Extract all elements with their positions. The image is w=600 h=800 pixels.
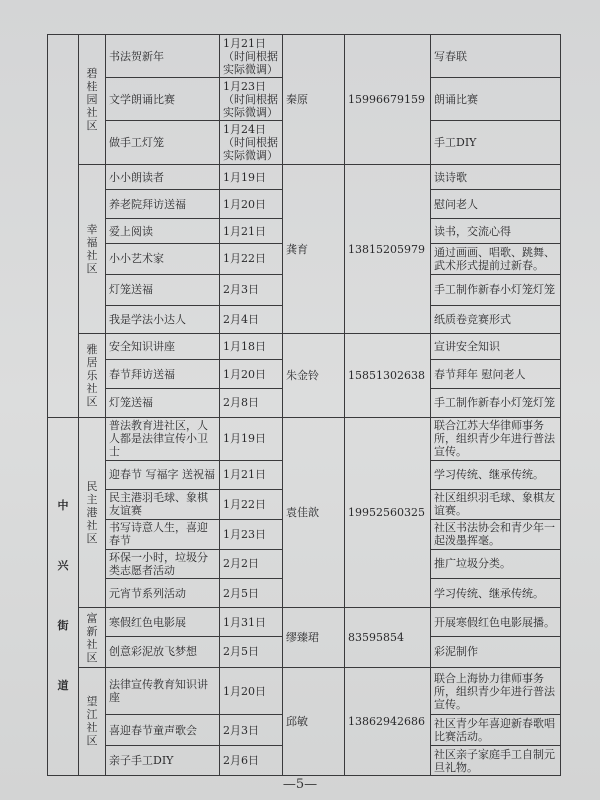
activity-cell: 灯笼送福 [106, 274, 220, 305]
community-cell: 雅居乐社区 [79, 334, 106, 417]
table-row [48, 667, 561, 714]
content-cell: 学习传统、继承传统。 [431, 461, 561, 490]
table-row [48, 164, 561, 190]
activity-cell: 我是学法小达人 [106, 305, 220, 334]
activity-cell: 小小朗读者 [106, 164, 220, 190]
activity-cell: 养老院拜访送福 [106, 190, 220, 219]
activity-cell: 书法贺新年 [106, 35, 220, 78]
date-cell: 1月20日 [220, 360, 283, 389]
activity-cell: 民主港羽毛球、象棋友谊赛 [106, 489, 220, 519]
activity-cell: 春节拜访送福 [106, 360, 220, 389]
date-cell: 1月22日 [220, 489, 283, 519]
phone-cell: 13862942686 [345, 667, 431, 775]
content-cell: 社区书法协会和青少年一起泼墨挥毫。 [431, 519, 561, 549]
date-cell: 1月20日 [220, 190, 283, 219]
activity-cell: 安全知识讲座 [106, 334, 220, 360]
date-cell: 1月19日 [220, 164, 283, 190]
content-cell: 宣讲安全知识 [431, 334, 561, 360]
content-cell: 读诗歌 [431, 164, 561, 190]
community-cell: 民主港社区 [79, 417, 106, 607]
content-cell: 开展寒假红色电影展播。 [431, 608, 561, 637]
street-cell-top [48, 35, 79, 418]
date-cell: 2月3日 [220, 715, 283, 746]
date-cell: 2月5日 [220, 636, 283, 667]
phone-cell: 19952560325 [345, 417, 431, 607]
table-row [48, 608, 561, 637]
content-cell: 推广垃圾分类。 [431, 549, 561, 579]
person-cell: 缪臻珺 [283, 608, 345, 668]
content-cell: 社区组织羽毛球、象棋友谊赛。 [431, 489, 561, 519]
street-name: 中兴街道 [57, 499, 69, 693]
content-cell: 读书，交流心得 [431, 219, 561, 244]
content-cell: 联合上海协力律师事务所，组织青少年进行普法宣传。 [431, 667, 561, 714]
content-cell: 手工DIY [431, 121, 561, 164]
activity-cell: 创意彩泥放飞梦想 [106, 636, 220, 667]
activity-cell: 喜迎春节童声歌会 [106, 715, 220, 746]
activity-cell: 普法教育进社区，人人都是法律宣传小卫士 [106, 417, 220, 460]
table-row [48, 417, 561, 460]
content-cell: 春节拜年 慰问老人 [431, 360, 561, 389]
content-cell: 彩泥制作 [431, 636, 561, 667]
street-cell-zhongxing [48, 417, 79, 775]
content-cell: 写春联 [431, 35, 561, 78]
activity-cell: 迎春节 写福字 送祝福 [106, 461, 220, 490]
community-cell: 碧桂园社区 [79, 35, 106, 165]
person-cell: 龚育 [283, 164, 345, 334]
content-cell: 社区青少年喜迎新春歌唱比赛活动。 [431, 715, 561, 746]
content-cell: 通过画画、唱歌、跳舞、武术形式提前过新春。 [431, 243, 561, 274]
table-row [48, 334, 561, 360]
activity-cell: 做手工灯笼 [106, 121, 220, 164]
content-cell: 慰问老人 [431, 190, 561, 219]
activity-cell: 法律宣传教育知识讲座 [106, 667, 220, 714]
activity-cell: 寒假红色电影展 [106, 608, 220, 637]
content-cell: 朗诵比赛 [431, 78, 561, 121]
phone-cell: 15851302638 [345, 334, 431, 417]
date-cell: 1月20日 [220, 667, 283, 714]
activity-cell: 灯笼送福 [106, 388, 220, 417]
phone-cell: 13815205979 [345, 164, 431, 334]
phone-cell: 83595854 [345, 608, 431, 668]
content-cell: 学习传统、继承传统。 [431, 579, 561, 608]
date-cell: 1月21日 [220, 219, 283, 244]
activity-cell: 亲子手工DIY [106, 746, 220, 776]
date-cell: 1月23日（时间根据实际微调） [220, 78, 283, 121]
content-cell: 社区亲子家庭手工自制元旦礼物。 [431, 746, 561, 776]
activity-cell: 爱上阅读 [106, 219, 220, 244]
date-cell: 1月22日 [220, 243, 283, 274]
phone-cell: 15996679159 [345, 35, 431, 165]
activity-schedule-table [47, 34, 561, 776]
activity-cell: 文学朗诵比赛 [106, 78, 220, 121]
date-cell: 1月18日 [220, 334, 283, 360]
community-cell: 富新社区 [79, 608, 106, 668]
community-cell: 幸福社区 [79, 164, 106, 334]
date-cell: 2月6日 [220, 746, 283, 776]
table-row [48, 35, 561, 78]
date-cell: 1月21日 [220, 461, 283, 490]
date-cell: 2月3日 [220, 274, 283, 305]
page-number: —5— [282, 777, 318, 792]
date-cell: 1月24日（时间根据实际微调） [220, 121, 283, 164]
activity-cell: 小小艺术家 [106, 243, 220, 274]
person-cell: 秦原 [283, 35, 345, 165]
date-cell: 2月4日 [220, 305, 283, 334]
person-cell: 邱敏 [283, 667, 345, 775]
community-cell: 望江社区 [79, 667, 106, 775]
person-cell: 袁佳歆 [283, 417, 345, 607]
date-cell: 1月19日 [220, 417, 283, 460]
person-cell: 朱金铃 [283, 334, 345, 417]
date-cell: 2月8日 [220, 388, 283, 417]
date-cell: 2月5日 [220, 579, 283, 608]
activity-cell: 书写诗意人生，喜迎春节 [106, 519, 220, 549]
date-cell: 2月2日 [220, 549, 283, 579]
content-cell: 手工制作新春小灯笼灯笼 [431, 274, 561, 305]
content-cell: 联合江苏大华律师事务所，组织青少年进行普法宣传。 [431, 417, 561, 460]
activity-cell: 环保一小时，垃圾分类志愿者活动 [106, 549, 220, 579]
date-cell: 1月31日 [220, 608, 283, 637]
content-cell: 纸质卷竞赛形式 [431, 305, 561, 334]
content-cell: 手工制作新春小灯笼灯笼 [431, 388, 561, 417]
date-cell: 1月23日 [220, 519, 283, 549]
activity-cell: 元宵节系列活动 [106, 579, 220, 608]
date-cell: 1月21日（时间根据实际微调） [220, 35, 283, 78]
